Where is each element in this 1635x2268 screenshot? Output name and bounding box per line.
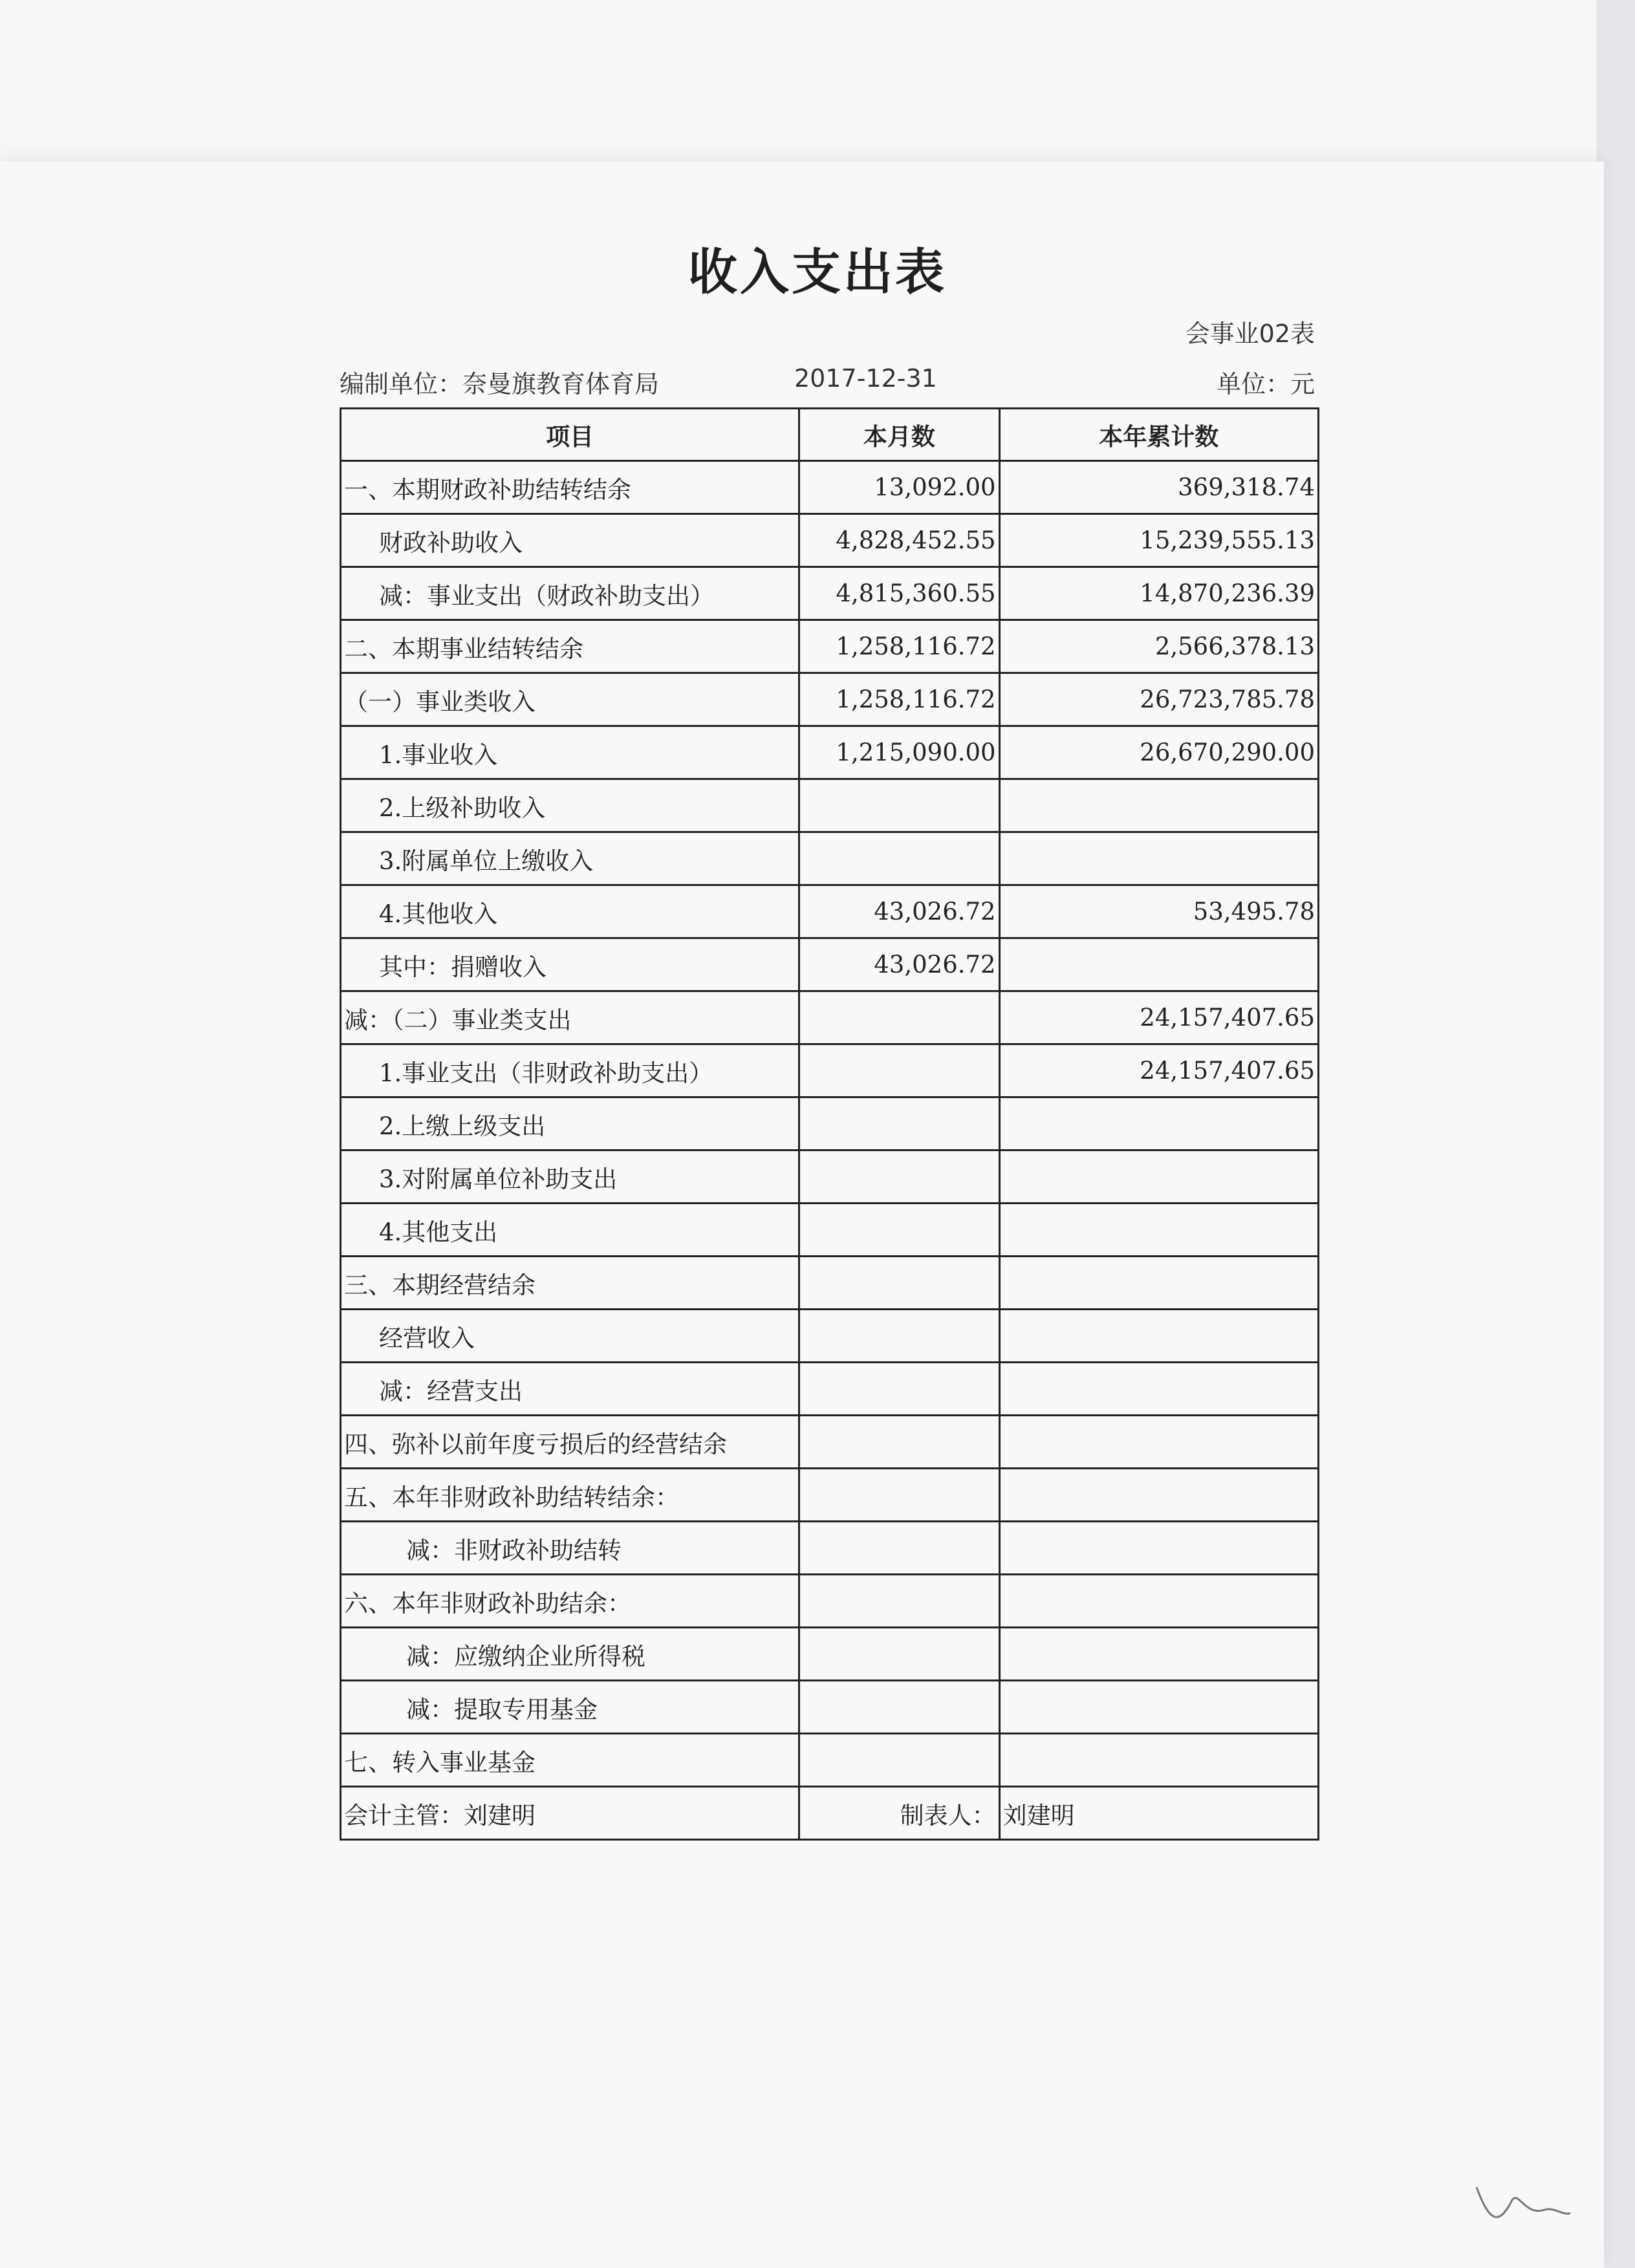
row-month-value (799, 1363, 999, 1416)
row-item: 1.事业收入 (341, 726, 799, 779)
report-title: 收入支出表 (688, 243, 947, 301)
row-item: 六、本年非财政补助结余： (341, 1575, 799, 1628)
org-label: 编制单位：奈曼旗教育体育局 (340, 370, 660, 398)
table-row (341, 1310, 1319, 1363)
footer-row (341, 1787, 1319, 1840)
row-ytd-value: 26,723,785.78 (999, 673, 1318, 726)
row-ytd-value: 14,870,236.39 (999, 567, 1318, 620)
row-item: 经营收入 (341, 1310, 799, 1363)
table-row (341, 1628, 1319, 1681)
row-ytd-value: 15,239,555.13 (999, 514, 1318, 567)
row-ytd-value (999, 1310, 1318, 1363)
row-item: 4.其他收入 (341, 885, 799, 938)
table-row (341, 885, 1319, 938)
row-item: 3.对附属单位补助支出 (341, 1150, 799, 1204)
preparer-name: 刘建明 (1002, 1801, 1075, 1830)
row-ytd-value (999, 938, 1318, 991)
row-ytd-value: 26,670,290.00 (999, 726, 1318, 779)
table-row (341, 620, 1319, 673)
row-month-value (799, 1044, 999, 1097)
row-ytd-value: 369,318.74 (999, 461, 1318, 514)
row-ytd-value (999, 1628, 1318, 1681)
row-ytd-value (999, 1150, 1318, 1204)
row-month-value (799, 1469, 999, 1522)
row-month-value (799, 1522, 999, 1575)
table-row (341, 1044, 1319, 1097)
row-item: 2.上缴上级支出 (341, 1097, 799, 1150)
row-ytd-value: 53,495.78 (999, 885, 1318, 938)
row-item: 减：事业支出（财政补助支出） (341, 567, 799, 620)
row-month-value (799, 832, 999, 885)
table-header-row (341, 409, 1319, 461)
table-row (341, 1097, 1319, 1150)
table-row (341, 832, 1319, 885)
row-month-value (799, 1416, 999, 1469)
table-row (341, 1416, 1319, 1469)
preparer-label: 制表人： (900, 1801, 996, 1830)
row-item: 二、本期事业结转结余 (341, 620, 799, 673)
row-item: 减：（二）事业类支出 (341, 991, 799, 1044)
income-expense-table (340, 407, 1319, 1841)
row-item: 1.事业支出（非财政补助支出） (341, 1044, 799, 1097)
row-ytd-value (999, 1469, 1318, 1522)
table-row (341, 1363, 1319, 1416)
accountant-cell (341, 1787, 799, 1840)
table-row (341, 1257, 1319, 1310)
row-month-value: 1,258,116.72 (799, 620, 999, 673)
preparer-label-cell (799, 1787, 999, 1840)
accountant-label: 会计主管：刘建明 (344, 1801, 536, 1830)
row-item: 七、转入事业基金 (341, 1734, 799, 1787)
header-ytd: 本年累计数 (999, 409, 1318, 461)
row-month-value (799, 1257, 999, 1310)
row-item: 减：非财政补助结转 (341, 1522, 799, 1575)
table-row (341, 1150, 1319, 1204)
row-ytd-value (999, 1522, 1318, 1575)
unit-label: 单位：元 (1216, 370, 1315, 398)
row-item: 减：经营支出 (341, 1363, 799, 1416)
row-ytd-value (999, 1734, 1318, 1787)
table-row (341, 1204, 1319, 1257)
row-ytd-value (999, 1363, 1318, 1416)
row-month-value: 43,026.72 (799, 885, 999, 938)
row-month-value: 43,026.72 (799, 938, 999, 991)
row-item: 减：提取专用基金 (341, 1681, 799, 1734)
row-ytd-value (999, 1257, 1318, 1310)
signature-mark (1473, 2171, 1577, 2229)
table-row (341, 938, 1319, 991)
row-month-value: 13,092.00 (799, 461, 999, 514)
row-item: 五、本年非财政补助结转结余： (341, 1469, 799, 1522)
table-row (341, 726, 1319, 779)
row-ytd-value (999, 832, 1318, 885)
table-row (341, 514, 1319, 567)
table-row (341, 1734, 1319, 1787)
row-ytd-value (999, 1204, 1318, 1257)
table-row (341, 779, 1319, 832)
table-row (341, 1681, 1319, 1734)
row-month-value (799, 1150, 999, 1204)
row-ytd-value (999, 1575, 1318, 1628)
row-item: 财政补助收入 (341, 514, 799, 567)
row-month-value (799, 1734, 999, 1787)
header-item: 项目 (341, 409, 799, 461)
row-month-value (799, 1204, 999, 1257)
table-row (341, 461, 1319, 514)
row-month-value (799, 991, 999, 1044)
row-ytd-value (999, 1681, 1318, 1734)
row-month-value (799, 1310, 999, 1363)
table-row (341, 567, 1319, 620)
row-item: 其中：捐赠收入 (341, 938, 799, 991)
row-item: 四、弥补以前年度亏损后的经营结余 (341, 1416, 799, 1469)
row-month-value: 1,215,090.00 (799, 726, 999, 779)
preparer-cell (999, 1787, 1318, 1840)
row-item: 2.上级补助收入 (341, 779, 799, 832)
row-month-value (799, 1681, 999, 1734)
row-ytd-value (999, 1097, 1318, 1150)
report-date: 2017-12-31 (794, 364, 937, 393)
table-row (341, 1522, 1319, 1575)
row-month-value (799, 1628, 999, 1681)
form-number: 会事业02表 (1185, 319, 1315, 348)
table-row (341, 1469, 1319, 1522)
row-item: 3.附属单位上缴收入 (341, 832, 799, 885)
row-month-value (799, 779, 999, 832)
row-item: 三、本期经营结余 (341, 1257, 799, 1310)
row-ytd-value (999, 1416, 1318, 1469)
row-month-value (799, 1097, 999, 1150)
row-ytd-value (999, 779, 1318, 832)
table-row (341, 1575, 1319, 1628)
row-month-value: 1,258,116.72 (799, 673, 999, 726)
row-month-value (799, 1575, 999, 1628)
table-row (341, 673, 1319, 726)
row-item: 减：应缴纳企业所得税 (341, 1628, 799, 1681)
header-month: 本月数 (799, 409, 999, 461)
table-row (341, 991, 1319, 1044)
row-ytd-value: 24,157,407.65 (999, 991, 1318, 1044)
row-month-value: 4,815,360.55 (799, 567, 999, 620)
row-item: （一）事业类收入 (341, 673, 799, 726)
row-ytd-value: 2,566,378.13 (999, 620, 1318, 673)
table-body (341, 461, 1319, 1787)
row-item: 4.其他支出 (341, 1204, 799, 1257)
row-item: 一、本期财政补助结转结余 (341, 461, 799, 514)
row-ytd-value: 24,157,407.65 (999, 1044, 1318, 1097)
row-month-value: 4,828,452.55 (799, 514, 999, 567)
